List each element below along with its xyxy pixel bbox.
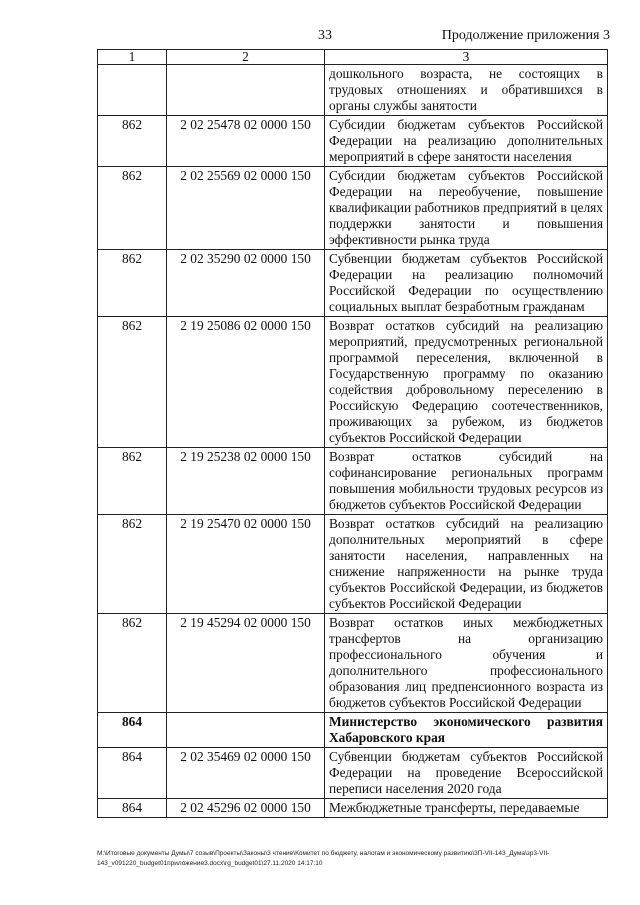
description-cell: Министерство экономического развития Хабаровского края <box>325 713 608 748</box>
table-header <box>98 50 608 65</box>
kbk-code-cell: 2 19 25086 02 0000 150 <box>167 317 325 448</box>
kbk-code-cell: 2 19 45294 02 0000 150 <box>167 614 325 713</box>
admin-code-cell: 862 <box>98 116 167 167</box>
admin-code-cell: 864 <box>98 713 167 748</box>
table-row <box>98 167 608 250</box>
table-row <box>98 317 608 448</box>
table-row <box>98 713 608 748</box>
description-cell: Возврат остатков субсидий на реализацию мероприятий, предусмотренных региональной программой переселения, включенной в Государственную программу по оказанию содействия добровольному переселению в Российскую Федерацию соотечественников, проживающих за рубежом, из бюджетов субъектов Российской Федерации <box>325 317 608 448</box>
budget-table <box>97 49 608 818</box>
table-row <box>98 515 608 614</box>
kbk-code-cell: 2 02 25569 02 0000 150 <box>167 167 325 250</box>
description-cell: Субвенции бюджетам субъектов Российской Федерации на реализацию полномочий Российской Федерации по осуществлению социальных выплат безработным гражданам <box>325 250 608 317</box>
kbk-code-cell <box>167 65 325 116</box>
kbk-code-cell: 2 02 35469 02 0000 150 <box>167 748 325 799</box>
admin-code-cell <box>98 65 167 116</box>
table-header-row <box>98 50 608 65</box>
column-header-1: 1 <box>98 50 167 65</box>
table-row <box>98 614 608 713</box>
admin-code-cell: 862 <box>98 167 167 250</box>
description-cell: Субсидии бюджетам субъектов Российской Федерации на реализацию дополнительных мероприятий в сфере занятости населения <box>325 116 608 167</box>
page-number: 33 <box>318 28 332 43</box>
admin-code-cell: 862 <box>98 317 167 448</box>
table-row <box>98 250 608 317</box>
description-cell: Возврат остатков иных межбюджетных трансфертов на организацию профессионального обучения и дополнительного профессионального образования лиц предпенсионного возраста из бюджетов субъектов Российской Федерации <box>325 614 608 713</box>
admin-code-cell: 864 <box>98 799 167 818</box>
kbk-code-cell: 2 02 45296 02 0000 150 <box>167 799 325 818</box>
admin-code-cell: 862 <box>98 448 167 515</box>
admin-code-cell: 864 <box>98 748 167 799</box>
description-cell: Межбюджетные трансферты, передаваемые <box>325 799 608 818</box>
admin-code-cell: 862 <box>98 515 167 614</box>
table-row <box>98 448 608 515</box>
kbk-code-cell <box>167 713 325 748</box>
table-row <box>98 799 608 818</box>
table-row <box>98 65 608 116</box>
table-row <box>98 116 608 167</box>
description-cell: Субвенции бюджетам субъектов Российской Федерации на проведение Всероссийской переписи населения 2020 года <box>325 748 608 799</box>
kbk-code-cell: 2 02 25478 02 0000 150 <box>167 116 325 167</box>
description-cell: Возврат остатков субсидий на софинансирование региональных программ повышения мобильности трудовых ресурсов из бюджетов субъектов Российской Федерации <box>325 448 608 515</box>
table-row <box>98 748 608 799</box>
admin-code-cell: 862 <box>98 250 167 317</box>
column-header-3: 3 <box>325 50 608 65</box>
description-cell: дошкольного возраста, не состоящих в трудовых отношениях и обратившихся в органы службы занятости <box>325 65 608 116</box>
description-cell: Субсидии бюджетам субъектов Российской Федерации на переобучение, повышение квалификации работников предприятий в целях поддержки занятости и повышения эффективности рынка труда <box>325 167 608 250</box>
kbk-code-cell: 2 19 25470 02 0000 150 <box>167 515 325 614</box>
admin-code-cell: 862 <box>98 614 167 713</box>
kbk-code-cell: 2 19 25238 02 0000 150 <box>167 448 325 515</box>
kbk-code-cell: 2 02 35290 02 0000 150 <box>167 250 325 317</box>
column-header-2: 2 <box>167 50 325 65</box>
file-path-footer: M:\Итоговые документы Думы\7 созыв\Проекты\Законы\3 чтение\Комитет по бюджету, налогам и экономическому развитию\3П-VII-143_Дума\зр3-VII-143_v091220_budget01приложение3.docx\rg_budget01\27.11.2020 14:17:10 <box>97 850 550 867</box>
continuation-label: Продолжение приложения 3 <box>441 28 610 43</box>
table-body <box>98 65 608 818</box>
description-cell: Возврат остатков субсидий на реализацию дополнительных мероприятий в сфере занятости населения, направленных на снижение напряженности на рынке труда субъектов Российской Федерации, из бюджетов субъектов Российской Федерации <box>325 515 608 614</box>
